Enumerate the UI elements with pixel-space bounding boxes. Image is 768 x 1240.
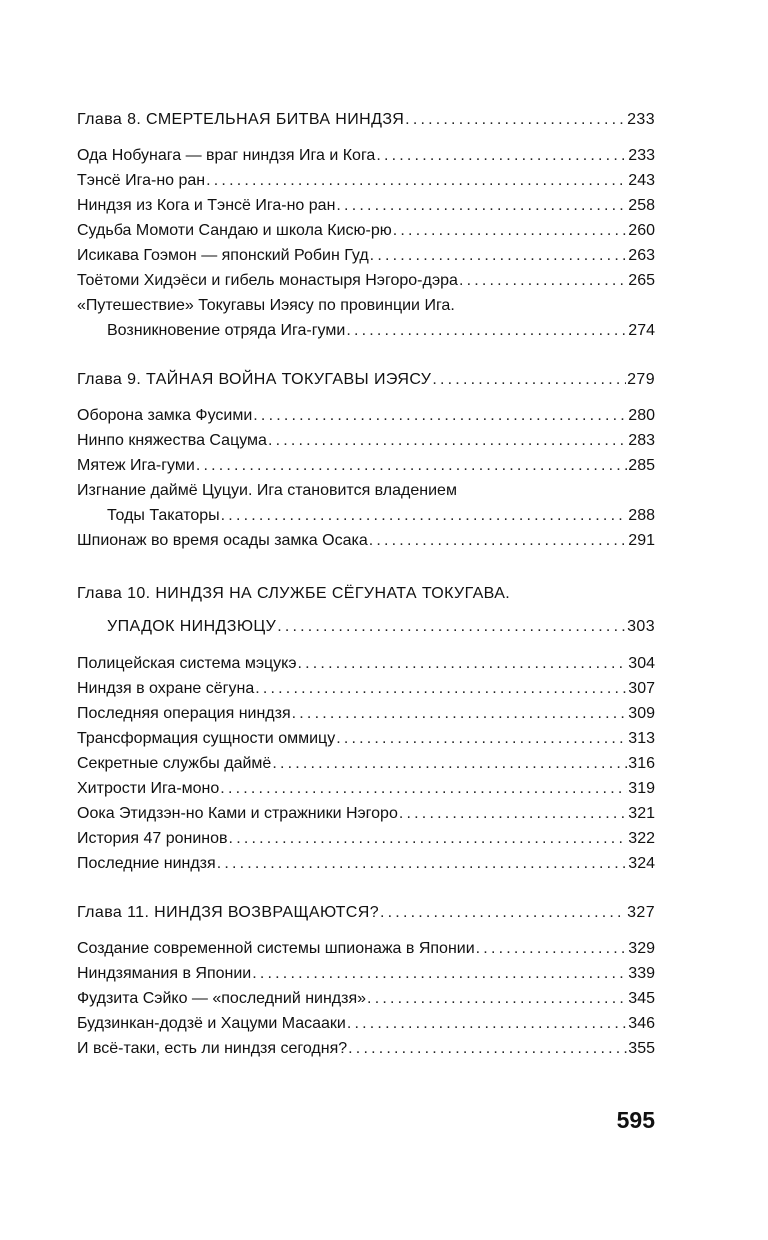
entry-title: Фудзита Сэйко — «последний ниндзя» xyxy=(77,990,367,1007)
entry-title: Тоётоми Хидэёси и гибель монастыря Нэгоро-дэра xyxy=(77,272,458,289)
toc-entry xyxy=(77,218,655,243)
page-ref: 307 xyxy=(628,680,655,697)
dot-leader xyxy=(432,367,626,392)
chapter-title: Глава 11. НИНДЗЯ ВОЗВРАЩАЮТСЯ? xyxy=(77,904,380,921)
entry-title: Создание современной системы шпионажа в Японии xyxy=(77,940,475,957)
toc-entry xyxy=(77,428,655,453)
page-ref: 304 xyxy=(628,655,655,672)
dot-leader xyxy=(399,801,627,826)
toc-entry xyxy=(77,801,655,826)
entry-title: Хитрости Ига-моно xyxy=(77,780,220,797)
toc-entry-first-line: «Путешествие» Токугавы Иэясу по провинции Ига. xyxy=(77,297,455,314)
toc-entry xyxy=(77,1011,655,1036)
dot-leader xyxy=(370,243,628,268)
dot-leader xyxy=(253,403,627,428)
entry-title: Ода Нобунага — враг ниндзя Ига и Кога xyxy=(77,147,376,164)
toc-entry xyxy=(77,268,655,293)
entry-title: Мятеж Ига-гуми xyxy=(77,457,195,474)
entry-title: Тоды Такаторы xyxy=(107,507,220,524)
page-ref: 233 xyxy=(627,111,655,128)
page-ref: 260 xyxy=(628,222,655,239)
dot-leader xyxy=(459,268,627,293)
page-ref: 345 xyxy=(628,990,655,1007)
toc-entry xyxy=(77,961,655,986)
toc-entry-first-line: Изгнание даймё Цуцуи. Ига становится владением xyxy=(77,482,457,499)
toc-entry xyxy=(77,168,655,193)
toc-entry xyxy=(77,453,655,478)
chapter-10-heading: Глава 10. НИНДЗЯ НА СЛУЖБЕ СЁГУНАТА ТОКУГАВА. xyxy=(77,585,511,602)
entry-title: Судьба Момоти Сандаю и школа Кисю-рю xyxy=(77,222,392,239)
toc-entry xyxy=(77,851,655,876)
dot-leader xyxy=(393,218,628,243)
page-ref: 274 xyxy=(628,322,655,339)
toc-entry xyxy=(77,776,655,801)
chapter-9-heading xyxy=(77,367,655,392)
chapter-title: Глава 9. ТАЙНАЯ ВОЙНА ТОКУГАВЫ ИЭЯСУ xyxy=(77,371,432,388)
page-number: 595 xyxy=(616,1107,655,1133)
table-of-contents xyxy=(77,107,655,1061)
page-ref: 285 xyxy=(628,457,655,474)
dot-leader xyxy=(376,143,627,168)
entry-title: Исикава Гоэмон — японский Робин Гуд xyxy=(77,247,369,264)
chapter-8-heading xyxy=(77,107,655,132)
entry-title: Будзинкан-додзё и Хацуми Масааки xyxy=(77,1015,346,1032)
dot-leader xyxy=(380,900,626,925)
dot-leader xyxy=(277,610,626,643)
entry-title: Оборона замка Фусими xyxy=(77,407,253,424)
toc-entry xyxy=(77,403,655,428)
dot-leader xyxy=(336,726,627,751)
entry-title: И всё-таки, есть ли ниндзя сегодня? xyxy=(77,1040,348,1057)
dot-leader xyxy=(221,503,628,528)
dot-leader xyxy=(206,168,627,193)
toc-entry xyxy=(77,936,655,961)
entry-title: Секретные службы даймё xyxy=(77,755,272,772)
entry-title: Ниндзя в охране сёгуна xyxy=(77,680,255,697)
entry-title: Нинпо княжества Сацума xyxy=(77,432,267,449)
entry-title: Возникновение отряда Ига-гуми xyxy=(107,322,346,339)
entry-title: Последние ниндзя xyxy=(77,855,216,872)
page-ref: 265 xyxy=(628,272,655,289)
page-ref: 327 xyxy=(627,904,655,921)
page-ref: 243 xyxy=(628,172,655,189)
toc-entry xyxy=(77,1036,655,1061)
dot-leader xyxy=(220,776,627,801)
page-ref: 319 xyxy=(628,780,655,797)
chapter-11-heading xyxy=(77,900,655,925)
page-ref: 258 xyxy=(628,197,655,214)
entry-title: Полицейская система мэцукэ xyxy=(77,655,297,672)
toc-entry xyxy=(77,193,655,218)
toc-entry xyxy=(77,243,655,268)
page-ref: 329 xyxy=(628,940,655,957)
page-ref: 233 xyxy=(628,147,655,164)
toc-entry xyxy=(77,143,655,168)
page-ref: 322 xyxy=(628,830,655,847)
page-ref: 313 xyxy=(628,730,655,747)
dot-leader xyxy=(476,936,628,961)
toc-entry-continuation xyxy=(77,318,655,343)
dot-leader xyxy=(367,986,627,1011)
dot-leader xyxy=(292,701,628,726)
dot-leader xyxy=(346,318,627,343)
dot-leader xyxy=(298,651,628,676)
entry-title: Последняя операция ниндзя xyxy=(77,705,291,722)
toc-entry xyxy=(77,726,655,751)
dot-leader xyxy=(268,428,627,453)
dot-leader xyxy=(348,1036,627,1061)
page-ref: 280 xyxy=(628,407,655,424)
page-ref: 288 xyxy=(628,507,655,524)
page-ref: 279 xyxy=(627,371,655,388)
dot-leader xyxy=(272,751,627,776)
entry-title: Шпионаж во время осады замка Осака xyxy=(77,532,368,549)
dot-leader xyxy=(255,676,627,701)
entry-title: Трансформация сущности оммицу xyxy=(77,730,336,747)
toc-entry xyxy=(77,986,655,1011)
dot-leader xyxy=(347,1011,627,1036)
page-ref: 263 xyxy=(628,247,655,264)
entry-title: Ниндзя из Кога и Тэнсё Ига-но ран xyxy=(77,197,336,214)
dot-leader xyxy=(336,193,627,218)
chapter-title: Глава 8. СМЕРТЕЛЬНАЯ БИТВА НИНДЗЯ xyxy=(77,111,405,128)
toc-entry xyxy=(77,651,655,676)
dot-leader xyxy=(196,453,627,478)
entry-title: Оока Этидзэн-но Ками и стражники Нэгоро xyxy=(77,805,398,822)
page-ref: 355 xyxy=(628,1040,655,1057)
toc-entry xyxy=(77,701,655,726)
toc-entry xyxy=(77,826,655,851)
entry-title: Ниндзямания в Японии xyxy=(77,965,252,982)
dot-leader xyxy=(229,826,628,851)
page-ref: 309 xyxy=(628,705,655,722)
dot-leader xyxy=(217,851,628,876)
page-ref: 303 xyxy=(627,618,655,635)
toc-entry xyxy=(77,676,655,701)
dot-leader xyxy=(252,961,627,986)
page-ref: 324 xyxy=(628,855,655,872)
toc-entry-continuation xyxy=(77,503,655,528)
page-ref: 339 xyxy=(628,965,655,982)
chapter-10-heading-continuation xyxy=(77,610,655,643)
dot-leader xyxy=(405,107,626,132)
dot-leader xyxy=(369,528,628,553)
toc-entry xyxy=(77,528,655,553)
page-ref: 346 xyxy=(628,1015,655,1032)
page-ref: 283 xyxy=(628,432,655,449)
chapter-title: УПАДОК НИНДЗЮЦУ xyxy=(107,618,277,635)
page-ref: 316 xyxy=(628,755,655,772)
page-ref: 321 xyxy=(628,805,655,822)
entry-title: Тэнсё Ига-но ран xyxy=(77,172,206,189)
page-ref: 291 xyxy=(628,532,655,549)
toc-entry xyxy=(77,751,655,776)
entry-title: История 47 ронинов xyxy=(77,830,228,847)
